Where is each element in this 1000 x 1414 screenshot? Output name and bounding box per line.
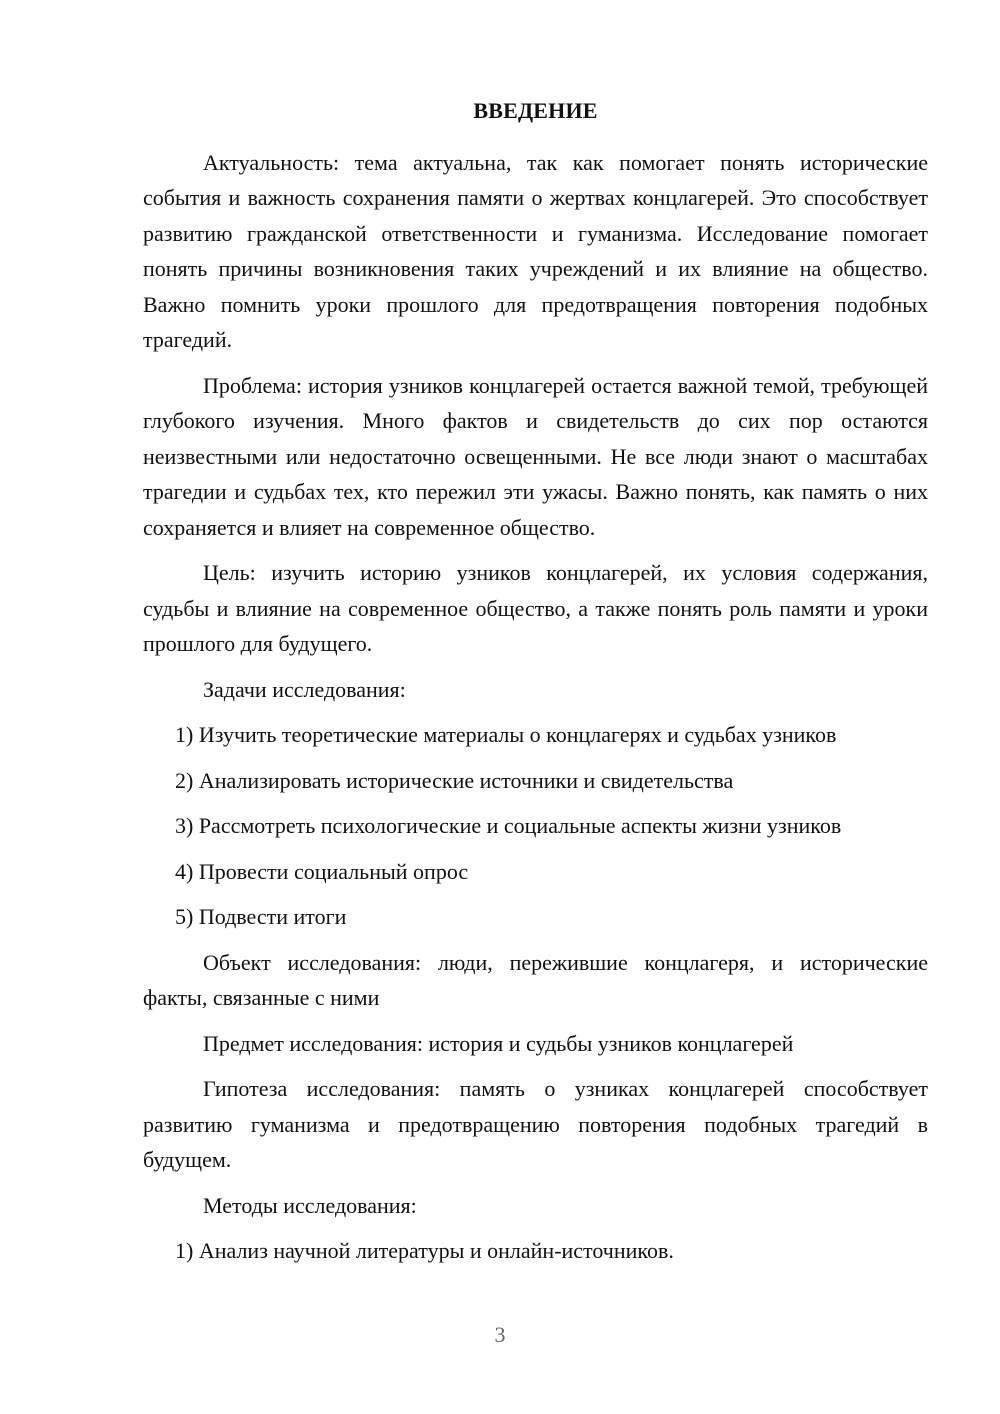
subject-paragraph: Предмет исследования: история и судьбы узников концлагерей xyxy=(203,1030,794,1056)
hypothesis-paragraph: Гипотеза исследования: память о узниках концлагерей способствует развитию гуманизма и предотвращению повторения подобных трагедий в будущем. xyxy=(143,1076,928,1172)
goal-paragraph: Цель: изучить историю узников концлагерей, их условия содержания, судьбы и влияние на современное общество, а также понять роль памяти и уроки прошлого для будущего. xyxy=(143,560,928,656)
methods-heading: Методы исследования: xyxy=(203,1192,417,1218)
task-item-5: 5) Подвести итоги xyxy=(175,904,347,929)
task-item-3: 3) Рассмотреть психологические и социальные аспекты жизни узников xyxy=(175,813,842,838)
task-item-1: 1) Изучить теоретические материалы о концлагерях и судьбах узников xyxy=(175,722,837,747)
object-paragraph: Объект исследования: люди, пережившие концлагеря, и исторические факты, связанные с ними xyxy=(143,949,928,1010)
relevance-paragraph: Актуальность: тема актуальна, так как помогает понять исторические события и важность сохранения памяти о жертвах концлагерей. Это способствует развитию гражданской ответственности и гуманизма. Исследование помогает понять причины возникновения таких учреждений и их влияние на общество. Важно помнить уроки прошлого для предотвращения повторения подобных трагедий. xyxy=(143,149,928,352)
problem-paragraph: Проблема: история узников концлагерей остается важной темой, требующей глубокого изучения. Много фактов и свидетельств до сих пор остаются неизвестными или недостаточно освещенными. Не все люди знают о масштабах трагедии и судьбах тех, кто пережил эти ужасы. Важно понять, как память о них сохраняется и влияет на современное общество. xyxy=(143,372,928,540)
page-content xyxy=(143,93,928,1279)
task-item-4: 4) Провести социальный опрос xyxy=(175,858,469,884)
tasks-heading: Задачи исследования: xyxy=(203,676,406,702)
task-item-2: 2) Анализировать исторические источники и свидетельства xyxy=(175,767,734,793)
page-title: ВВЕДЕНИЕ xyxy=(473,98,598,123)
page-number: 3 xyxy=(494,1322,506,1347)
method-item-1: 1) Анализ научной литературы и онлайн-источников. xyxy=(175,1238,674,1263)
